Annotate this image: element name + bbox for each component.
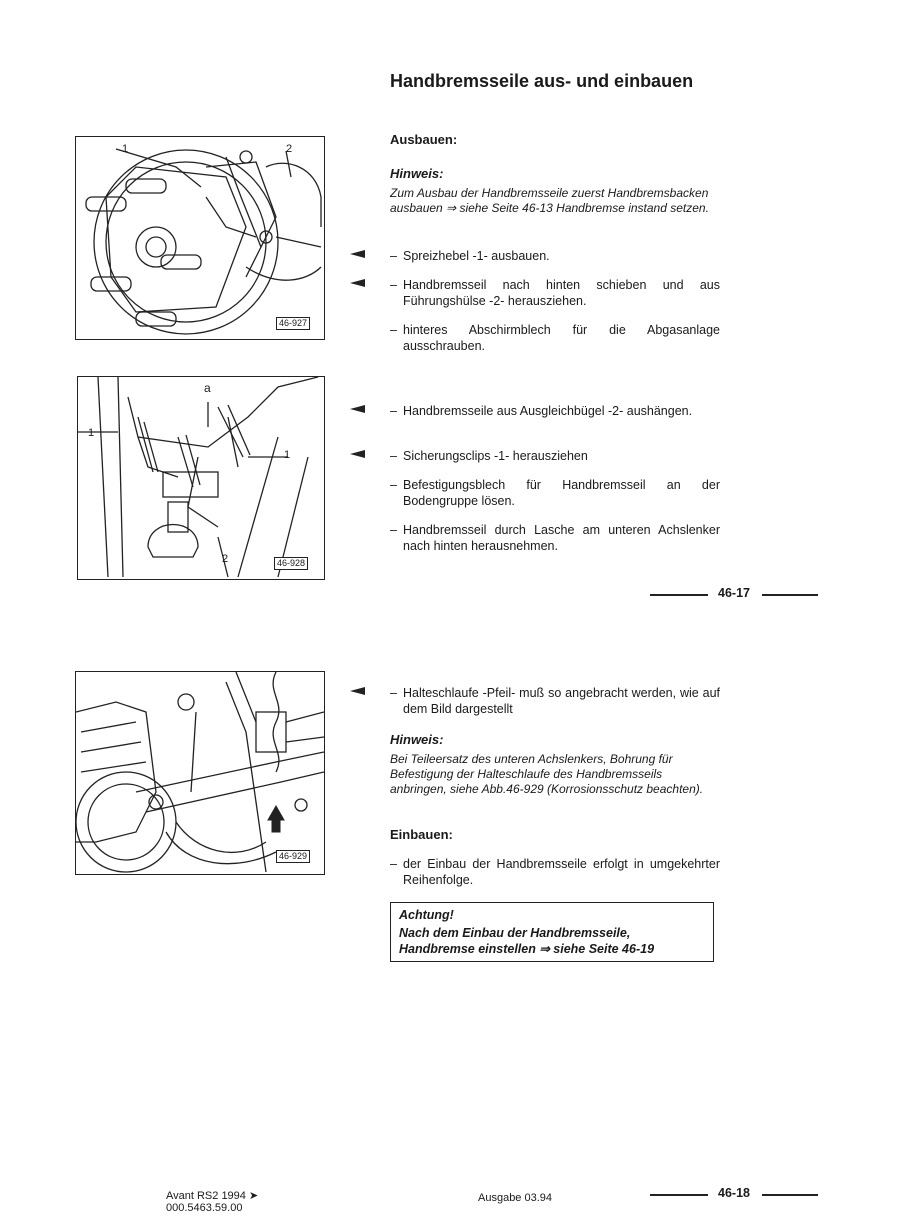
step-text: Befestigungsblech für Handbremsseil an der Bodengruppe lösen.: [403, 478, 720, 508]
step-text: Handbremsseile aus Ausgleichbügel -2- aushängen.: [403, 404, 693, 418]
step-text: der Einbau der Handbremsseile erfolgt in umgekehrter Reihenfolge.: [403, 857, 720, 887]
callout-label: 1: [284, 449, 291, 461]
footer-model: [166, 1190, 258, 1202]
note-heading: Hinweis:: [390, 166, 444, 181]
note-text: Bei Teileersatz des unteren Achslenkers, Bohrung für Befestigung der Halteschlaufe des Handbremsseils anbringen, siehe Abb.46-929 (Korrosionsschutz beachten).: [390, 752, 704, 796]
callout-label: a: [204, 381, 211, 395]
step-item: – Befestigungsblech für Handbremsseil an der Bodengruppe lösen.: [390, 478, 720, 508]
brake-drum-illustration: [76, 137, 324, 339]
callout-label: 1: [122, 143, 129, 155]
page-number: 46-18: [718, 1186, 750, 1200]
page-title: Handbremsseile aus- und einbauen: [390, 71, 694, 91]
figure-number: 46-927: [276, 317, 310, 330]
figure-number: 46-928: [274, 557, 308, 570]
callout-label: 2: [286, 143, 293, 155]
step-item: – der Einbau der Handbremsseile erfolgt in umgekehrter Reihenfolge.: [390, 857, 720, 887]
cable-equalizer-illustration: [78, 377, 324, 579]
pointer-arrow-icon: [350, 450, 365, 458]
arrow-right-icon: ➤: [248, 1190, 259, 1202]
step-text: Handbremsseil durch Lasche am unteren Achslenker nach hinten herausnehmen.: [403, 523, 720, 553]
pointer-arrow-icon: [350, 405, 365, 413]
callout-label: 1: [88, 427, 95, 439]
warning-heading: Achtung!: [399, 908, 454, 922]
pointer-arrow-icon: [350, 279, 365, 287]
footer-edition: Ausgabe 03.94: [478, 1192, 553, 1204]
step-text: hinteres Abschirmblech für die Abgasanlage ausschrauben.: [403, 323, 720, 353]
axle-link-illustration: [76, 672, 324, 874]
page-number: 46-17: [718, 586, 750, 600]
step-item: – Handbremsseile aus Ausgleichbügel -2- aushängen.: [390, 403, 720, 419]
step-text: Sicherungsclips -1- herausziehen: [403, 449, 588, 463]
page-rule: [650, 1194, 708, 1196]
page-rule: [762, 1194, 818, 1196]
note-heading: Hinweis:: [390, 732, 444, 747]
location-arrow-icon: [268, 806, 284, 832]
step-text: Halteschlaufe -Pfeil- muß so angebracht werden, wie auf dem Bild dargestellt: [403, 686, 720, 716]
warning-text: Nach dem Einbau der Handbremsseile, Handbremse einstellen ⇒ siehe Seite 46-19: [399, 926, 655, 956]
warning-box: [390, 902, 714, 962]
step-item: – Handbremsseil nach hinten schieben und aus Führungshülse -2- herausziehen.: [390, 278, 720, 308]
remove-heading: Ausbauen:: [390, 132, 458, 147]
step-item: – Spreizhebel -1- ausbauen.: [390, 248, 720, 264]
page-rule: [650, 594, 708, 596]
footer-code: 000.5463.59.00: [166, 1202, 243, 1214]
step-item: – Sicherungsclips -1- herausziehen: [390, 448, 720, 464]
figure-number: 46-929: [276, 850, 310, 863]
step-item: – Handbremsseil durch Lasche am unteren Achslenker nach hinten herausnehmen.: [390, 523, 720, 553]
callout-label: 2: [222, 553, 229, 565]
figure-brake-drum: [75, 136, 325, 340]
step-text: Spreizhebel -1- ausbauen.: [403, 249, 550, 263]
footer-model-text: Avant RS2 1994: [166, 1190, 246, 1202]
pointer-arrow-icon: [350, 250, 365, 258]
step-text: Handbremsseil nach hinten schieben und aus Führungshülse -2- herausziehen.: [403, 278, 720, 308]
install-heading: Einbauen:: [390, 827, 453, 842]
page-rule: [762, 594, 818, 596]
step-item: – hinteres Abschirmblech für die Abgasanlage ausschrauben.: [390, 323, 720, 353]
note-text: Zum Ausbau der Handbremsseile zuerst Handbremsbacken ausbauen ⇒ siehe Seite 46-13 Handbremse instand setzen.: [390, 186, 709, 215]
figure-cable-equalizer: [77, 376, 325, 580]
step-item: – Halteschlaufe -Pfeil- muß so angebracht werden, wie auf dem Bild dargestellt: [390, 686, 720, 716]
figure-axle-link: [75, 671, 325, 875]
pointer-arrow-icon: [350, 687, 365, 695]
